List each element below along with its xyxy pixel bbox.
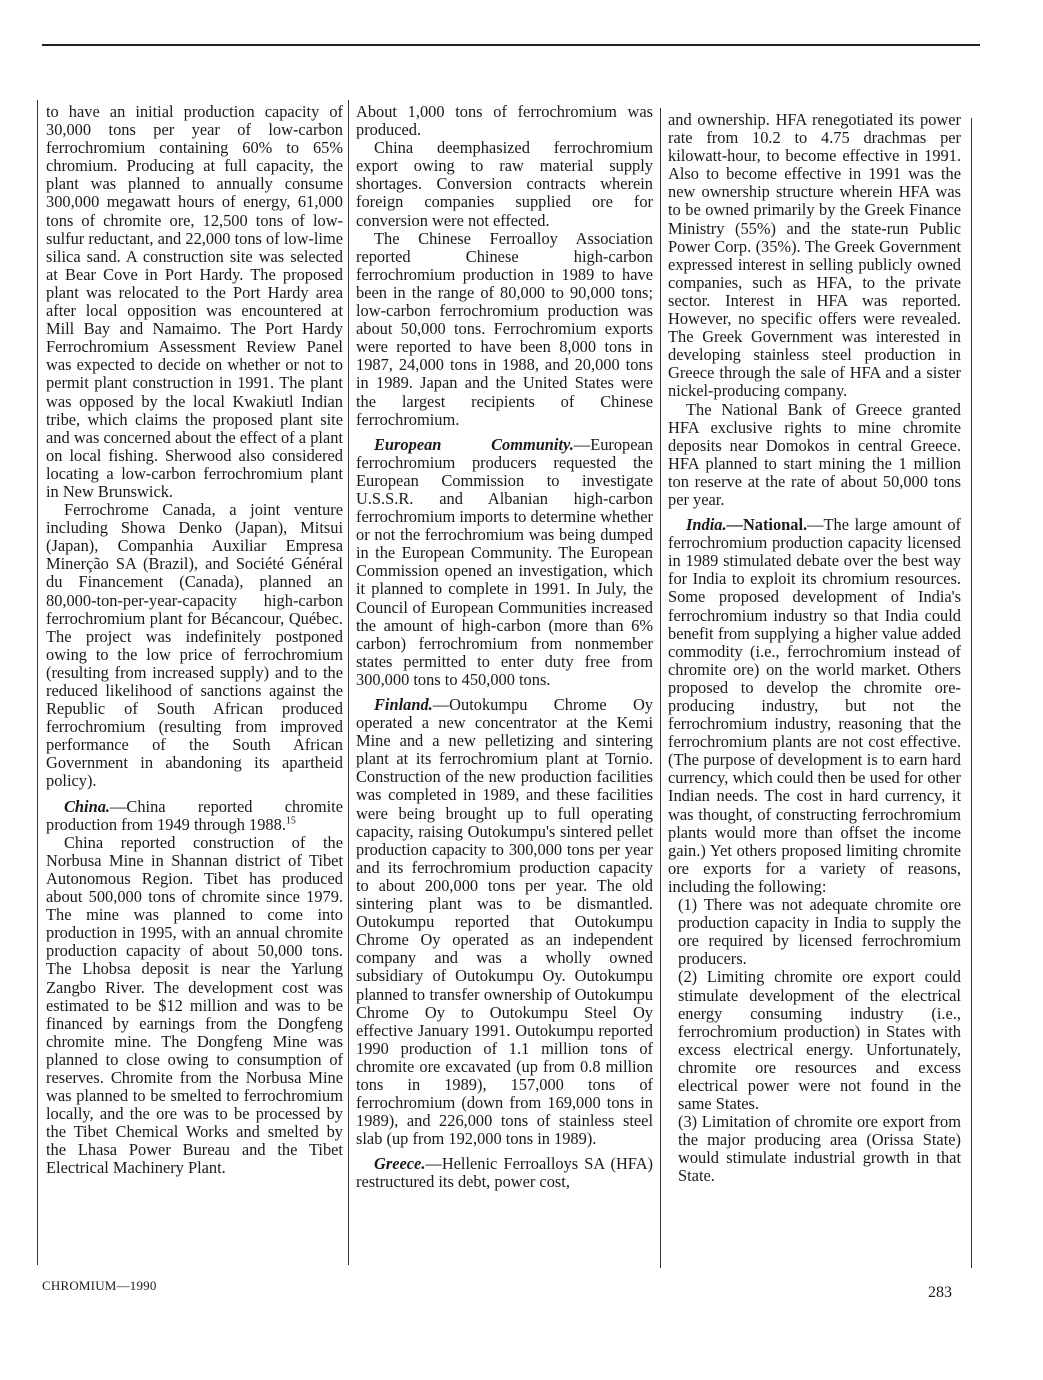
paragraph: to have an initial production capacity of 30,000 tons per year of low-carbon ferrochromium containing 60% to 65% chromium. Producing at full capacity, the plant was planned to annually consume 300,000 megawatt hours of energy, 61,000 tons of chromite ore, 12,500 tons of low-sulfur reductant, and 22,000 tons of low-lime silica sand. A construction site was selected at Bear Cove in Port Hardy. The proposed plant was relocated to the Port Hardy area after local opposition was encountered at Mill Bay and Namaimo. The Port Hardy Ferrochromium Assessment Review Panel was expected to decide on whether or not to permit plant construction in 1991. The plant was opposed by the local Kwakiutl Indian tribe, which claims the proposed plant site and was concerned about the effect of a plant on local fishing. Sherwood also considered locating a low-carbon ferrochromium plant in New Brunswick. (46, 103, 343, 501)
paragraph: About 1,000 tons of ferrochromium was produced. (356, 103, 653, 140)
list-item: (3) Limitation of chromite ore export from the major producing area (Orissa State) would stimulate industrial growth in that State. (678, 1112, 961, 1186)
section-heading: India. (686, 515, 727, 535)
section-greece (356, 1155, 653, 1191)
section-european-community (356, 436, 653, 689)
section-finland (356, 696, 653, 1148)
section-heading: Greece. (374, 1154, 426, 1174)
column-rule-left (37, 100, 38, 1265)
paragraph: and ownership. HFA renegotiated its power rate from 10.2 to 4.75 drachmas per kilowatt-hour, to become effective in 1991. Also to become effective in 1991 was the new ownership structure wherein HFA was to be owned primarily by the Greek Finance Ministry (55%) and the state-run Public Power Corp. (35%). The Greek Government expressed interest in selling publicly owned companies, such as HFA, to the private sector. Interest in HFA was reported. However, no specific offers were revealed. The Greek Government was interested in developing stainless steel production in Greece through the sale of HFA and a sister nickel-producing company. (668, 111, 961, 401)
paragraph: The Chinese Ferroalloy Association reported Chinese high-carbon ferrochromium production in 1989 to have been in the range of 80,000 to 90,000 tons; low-carbon ferrochromium production was about 50,000 tons. Ferrochromium exports were reported to have been 8,000 tons in 1987, 24,000 tons in 1988, and 20,000 tons in 1989. Japan and the United States were the largest recipients of Chinese ferrochromium. (356, 228, 653, 429)
list-item: (2) Limiting chromite ore export could stimulate development of the electrical energy consuming industry (i.e., ferrochromium production) in States with excess electrical energy. Unfortunately, chromite ore resources and excess electrical power were not found in the same States. (678, 967, 961, 1114)
paragraph: The National Bank of Greece granted HFA exclusive rights to mine chromite deposits near Domokos in central Greece. HFA planned to start mining the 1 million ton reserve at the rate of about 50,000 tons per year. (668, 399, 961, 509)
text-column-2 (356, 103, 653, 1263)
section-india (668, 516, 961, 896)
column-rule-right (971, 118, 972, 1268)
section-text: —China reported chromite production from 1949 through 1988. (46, 796, 343, 834)
paragraph: Ferrochrome Canada, a joint venture including Showa Denko (Japan), Mitsui (Japan), Companhia Auxiliar Empresa Minerção SA (Brazil), and Société Général du Financement (Canada), planned an 80,000-ton-per-year-capacity high-carbon ferrochromium plant for Bécancour, Québec. The project was indefinitely postponed owing to the low price of ferrochromium (resulting from increased supply) and to the reduced likelihood of sanctions against the Republic of South African produced ferrochromium (resulting from improved performance of the South African Government in abandoning its apartheid policy). (46, 500, 343, 791)
section-heading: European Community. (374, 434, 574, 454)
list-item: (1) There was not adequate chromite ore production capacity in India to supply the ore required by licensed ferrochromium producers. (678, 895, 961, 969)
text-column-1 (46, 103, 343, 1263)
section-heading: China. (64, 796, 111, 816)
text-column-3 (668, 111, 961, 1271)
paragraph: China reported construction of the Norbusa Mine in Shannan district of Tibet Autonomous Region. Tibet has produced about 500,000 tons of chromite since 1979. The mine was planned to come into production in 1995, with an annual chromite production capacity of about 50,000 tons. The Lhobsa deposit is near the Yarlung Zangbo River. The development cost was estimated to be $12 million and was to be financed by earnings from the Dongfeng chromite mine. The Dongfeng Mine was planned to close owing to consumption of reserves. Chromite from the Norbusa Mine was planned to be smelted to ferrochromium locally, and the ore was to be processed by the Tibet Chemical Works and smelted by the Lhasa Power Bureau and the Tibet Electrical Machinery Plant. (46, 832, 343, 1178)
column-rule-1 (348, 100, 349, 1265)
column-rule-2 (660, 108, 661, 1268)
footnote-ref: 15 (285, 815, 296, 827)
section-text: —Outokumpu Chrome Oy operated a new concentrator at the Kemi Mine and a new pelletizing and sintering plant at its ferrochromium plant at Tornio. Construction of the new production facilities was completed in 1989, and these facilities were being brought up to full operating capacity, raising Outokumpu's sintered pellet production capacity to 300,000 tons per year and its ferrochromium production capacity to about 200,000 tons per year. The old sintering plant was to be dismantled. Outokumpu reported that Outokumpu Chrome Oy operated as an independent company and was a wholly owned subsidiary of Outokumpu Oy. Outokumpu planned to transfer ownership of Outokumpu Chrome Oy to Outokumpu Steel Oy effective January 1991. Outokumpu reported 1990 production of 1.1 million tons of chromite ore excavated (up from 0.8 million tons in 1989), 157,000 tons of ferrochromium (down from 169,000 tons in 1989), and 226,000 tons of stainless steel slab (up from 192,000 tons in 1989). (356, 695, 653, 1149)
section-china (46, 798, 343, 834)
section-text: —Hellenic Ferroalloys SA (HFA) restructured its debt, power cost, (356, 1154, 653, 1192)
top-rule (42, 44, 980, 46)
section-heading: Finland. (374, 695, 433, 714)
section-subheading: —National. (726, 515, 808, 535)
section-text: —The large amount of ferrochromium production capacity licensed in 1989 stimulated debate over the best way for India to exploit its chromium resources. Some proposed development of India's ferrochromium industry so that India could benefit from supplying a higher value added commodity (i.e., ferrochromium instead of chromite ore) on the world market. Others proposed to develop the chromite ore-producing industry, but not the ferrochromium industry, reasoning that the ferrochromium plants are not cost effective. (The purpose of development is to earn hard currency, which could then be used for other Indian needs. The cost in hard currency, it was thought, of constructing ferrochromium plants would more than offset the income gain.) Yet others proposed limiting chromite ore exports for a variety of reasons, including the following: (668, 515, 961, 896)
section-text: —European ferrochromium producers requested the European Commission to investigate U.S.S.R. and Albanian high-carbon ferrochromium imports to determine whether or not the ferrochromium was being dumped in the European Community. The European Commission opened an investigation, which it planned to complete in 1991. In July, the Council of European Communities increased the amount of high-carbon (more than 6% carbon) ferrochromium from nonmember states permitted to enter duty free from 300,000 tons to 450,000 tons. (356, 434, 653, 689)
paragraph: China deemphasized ferrochromium export owing to raw material supply shortages. Conversion contracts wherein foreign companies supplied ore for conversion were not effected. (356, 138, 653, 230)
page-number: 283 (928, 1284, 952, 1301)
running-footer: CHROMIUM—1990 (42, 1278, 157, 1293)
